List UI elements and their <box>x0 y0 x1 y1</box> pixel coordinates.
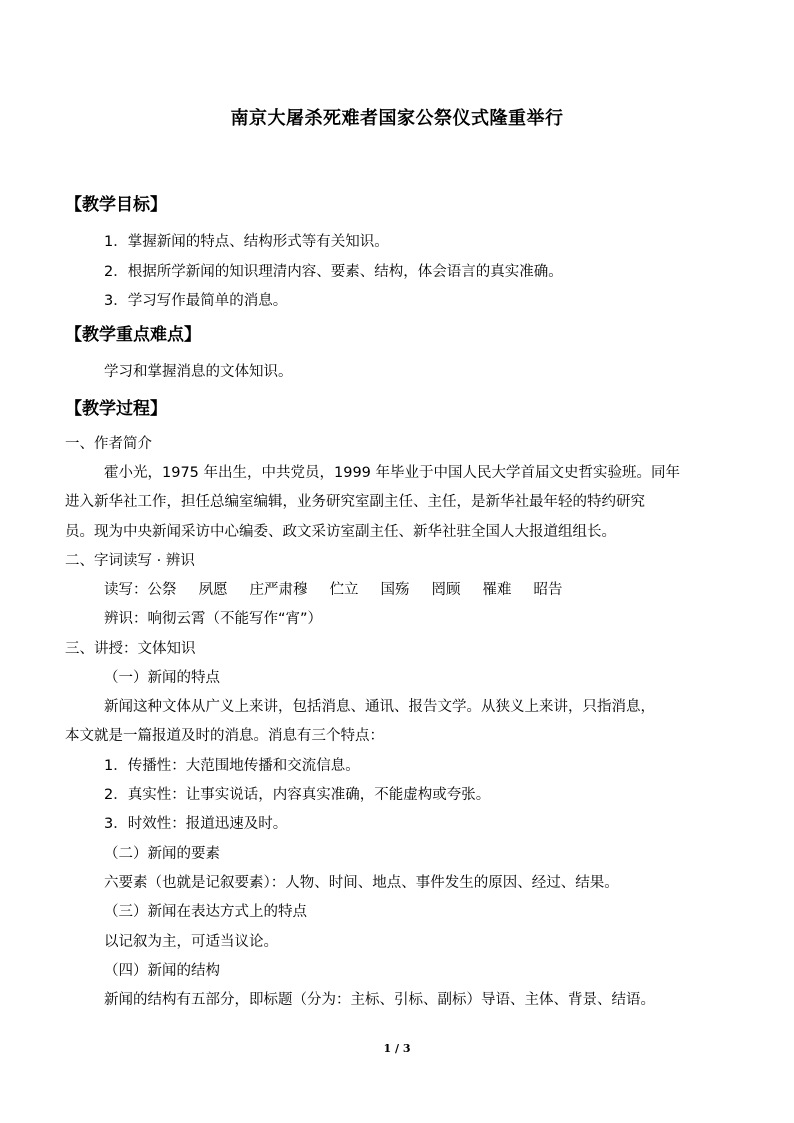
goal-item-1: 1．掌握新闻的特点、结构形式等有关知识。 <box>104 234 389 250</box>
reading-word: 庄严肃穆 <box>249 582 308 598</box>
elements-heading: （二）新闻的要素 <box>104 846 220 862</box>
feature-item-1: 1．传播性：大范围地传播和交流信息。 <box>104 758 360 774</box>
knowledge-heading: 三、讲授：文体知识 <box>65 641 196 657</box>
feature-item-3: 3．时效性：报道迅速及时。 <box>104 816 288 832</box>
author-line-1: 霍小光，1975 年出生，中共党员，1999 年毕业于中国人民大学首届文史哲实验班。同年 <box>104 465 681 481</box>
features-heading: （一）新闻的特点 <box>104 670 220 686</box>
reading-word: 夙愿 <box>198 582 228 598</box>
process-heading: 【教学过程】 <box>65 399 167 419</box>
expression-text: 以记叙为主，可适当议论。 <box>104 934 278 950</box>
reading-word: 罹难 <box>482 582 512 598</box>
reading-label: 读写： <box>104 582 148 598</box>
author-line-2: 进入新华社工作，担任总编室编辑，业务研究室副主任、主任，是新华社最年轻的特约研究 <box>65 494 645 510</box>
words-heading: 二、字词读写 · 辨识 <box>65 553 195 569</box>
author-line-3: 员。现为中央新闻采访中心编委、政文采访室副主任、新华社驻全国人大报道组组长。 <box>65 524 616 540</box>
page-number: 1 / 3 <box>383 1042 411 1055</box>
reading-word: 罔顾 <box>431 582 461 598</box>
structure-heading: （四）新闻的结构 <box>104 963 220 979</box>
key-difficulty-text: 学习和掌握消息的文体知识。 <box>104 364 293 380</box>
key-difficulty-heading: 【教学重点难点】 <box>65 325 201 345</box>
features-line-1: 新闻这种文体从广义上来讲，包括消息、通讯、报告文学。从狭义上来讲，只指消息， <box>104 699 655 715</box>
distinguish-line: 辨识：响彻云霄（不能写作“宵”） <box>104 611 323 627</box>
reading-words-line <box>104 580 563 600</box>
feature-item-2: 2．真实性：让事实说话，内容真实准确，不能虚构或夸张。 <box>104 787 491 803</box>
document-title: 南京大屠杀死难者国家公祭仪式隆重举行 <box>230 108 564 129</box>
author-heading: 一、作者简介 <box>65 436 152 452</box>
reading-word: 国殇 <box>380 582 410 598</box>
expression-heading: （三）新闻在表达方式上的特点 <box>104 904 307 920</box>
features-line-2: 本文就是一篇报道及时的消息。消息有三个特点： <box>65 728 384 744</box>
goal-item-3: 3．学习写作最简单的消息。 <box>104 293 288 309</box>
goal-item-2: 2．根据所学新闻的知识理清内容、要素、结构，体会语言的真实准确。 <box>104 264 563 280</box>
reading-word: 公祭 <box>147 582 177 598</box>
reading-word: 伫立 <box>329 582 359 598</box>
reading-word: 昭告 <box>533 582 563 598</box>
elements-text: 六要素（也就是记叙要素）：人物、时间、地点、事件发生的原因、经过、结果。 <box>104 875 619 891</box>
structure-text: 新闻的结构有五部分，即标题（分为：主标、引标、副标）导语、主体、背景、结语。 <box>104 992 655 1008</box>
goals-heading: 【教学目标】 <box>65 195 167 215</box>
